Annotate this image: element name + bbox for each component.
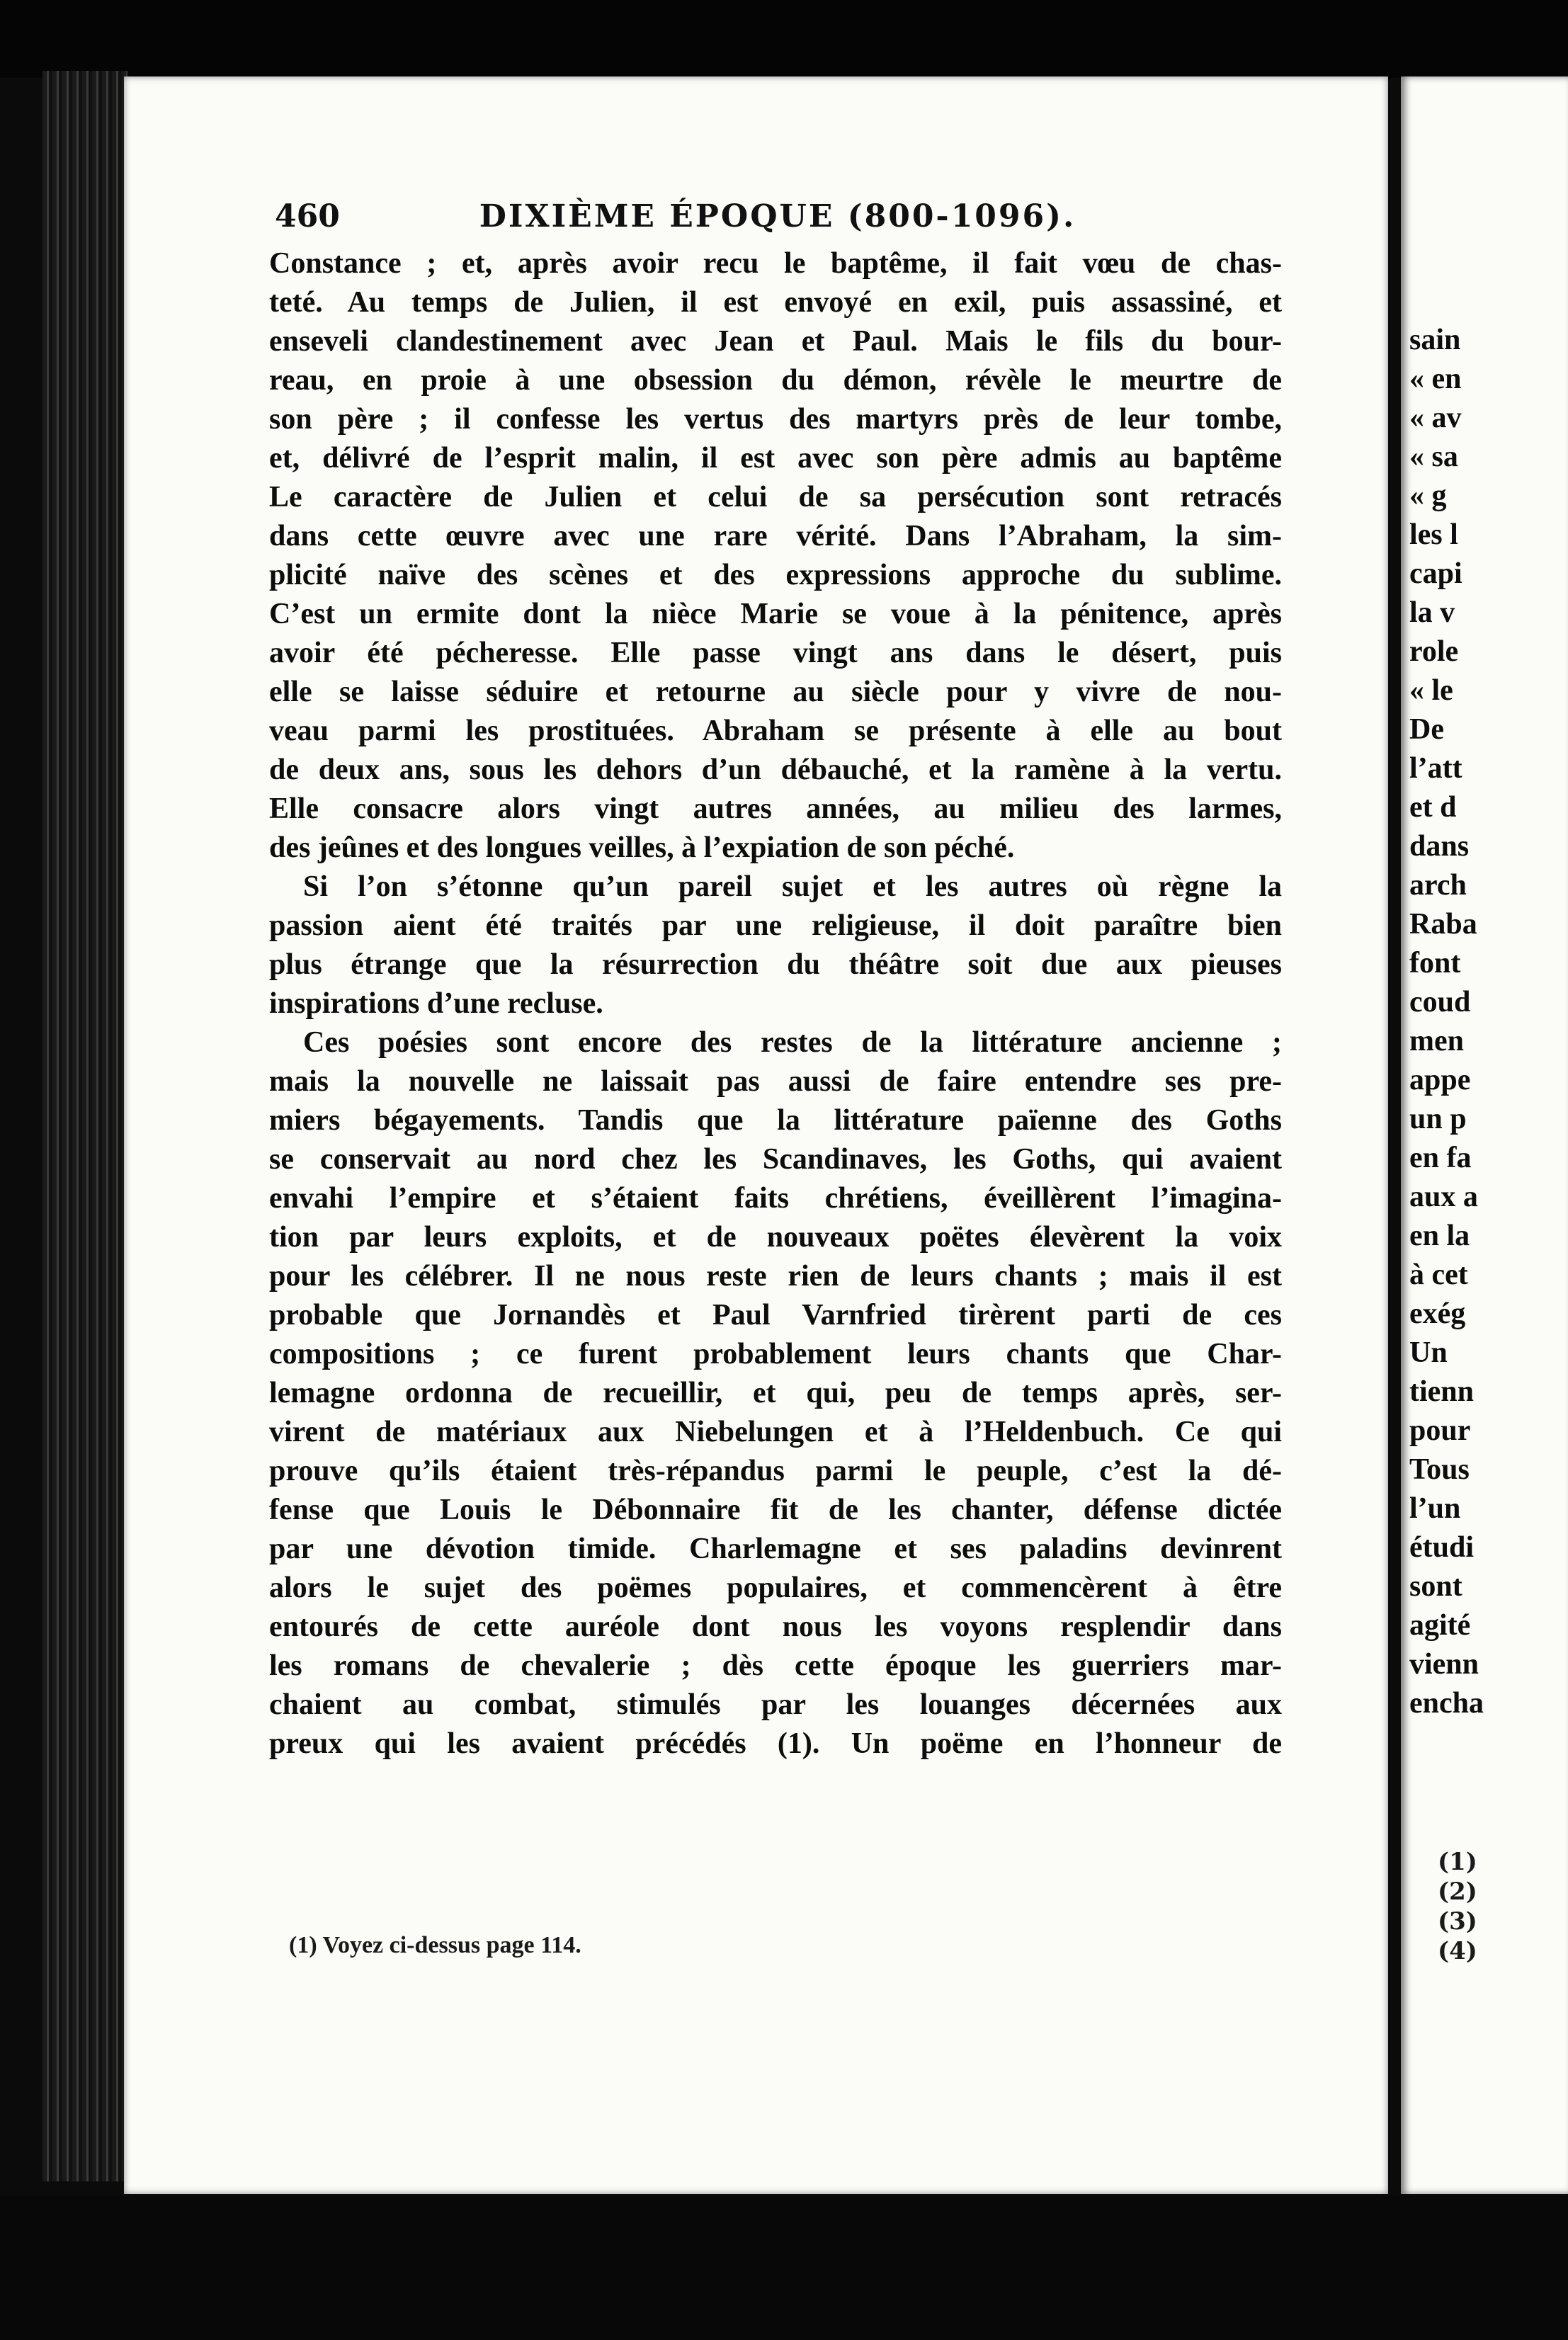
page-header (275, 198, 1280, 241)
text-line: dans cette œuvre avec une rare vérité. Dans l’Abraham, la sim- (269, 520, 1282, 552)
adjacent-line-fragment: vienn (1409, 1648, 1479, 1681)
text-line: tion par leurs exploits, et de nouveaux poëtes élevèrent la voix (269, 1221, 1282, 1254)
adjacent-line-fragment: « av (1409, 402, 1462, 434)
running-title: DIXIÈME ÉPOQUE (800-1096). (479, 198, 1076, 234)
text-line: C’est un ermite dont la nièce Marie se voue à la pénitence, après (269, 598, 1282, 630)
adjacent-line-fragment: tienn (1409, 1375, 1475, 1408)
scan-top-border (0, 0, 1568, 78)
text-line: Ces poésies sont encore des restes de la littérature ancienne ; (303, 1026, 1282, 1059)
adjacent-line-fragment: l’att (1409, 752, 1462, 785)
text-line: envahi l’empire et s’étaient faits chrétiens, éveillèrent l’imagina- (269, 1182, 1282, 1215)
adjacent-line-fragment: pour (1409, 1414, 1471, 1447)
text-line: les romans de chevalerie ; dès cette époque les guerriers mar- (269, 1649, 1282, 1682)
text-line: de deux ans, sous les dehors d’un débauché, et la ramène à la vertu. (269, 754, 1282, 786)
page-number: 460 (275, 198, 340, 234)
text-line: passion aient été traités par une religieuse, il doit paraître bien (269, 909, 1282, 942)
book-page-edges (42, 71, 127, 2181)
adjacent-line-fragment: les l (1409, 518, 1458, 551)
adjacent-line-fragment: la v (1409, 596, 1455, 629)
text-line: preux qui les avaient précédés (1). Un poëme en l’honneur de (269, 1727, 1282, 1760)
adjacent-line-fragment: l’un (1409, 1492, 1461, 1525)
text-line: entourés de cette auréole dont nous les voyons resplendir dans (269, 1611, 1282, 1643)
text-line: Le caractère de Julien et celui de sa persécution sont retracés (269, 481, 1282, 513)
adjacent-footnote-marker: (3) (1438, 1907, 1477, 1936)
text-line: se conservait au nord chez les Scandinaves, les Goths, qui avaient (269, 1143, 1282, 1176)
adjacent-line-fragment: Tous (1409, 1453, 1470, 1486)
adjacent-footnote-marker: (1) (1438, 1848, 1477, 1876)
adjacent-page (1401, 76, 1568, 2194)
adjacent-page-text (1401, 321, 1484, 1723)
text-line: Si l’on s’étonne qu’un pareil sujet et les autres où règne la (303, 870, 1282, 903)
adjacent-line-fragment: « en (1409, 363, 1462, 395)
adjacent-footnote-marker: (4) (1438, 1937, 1477, 1965)
adjacent-line-fragment: coud (1409, 986, 1471, 1018)
adjacent-footnote-marker: (2) (1438, 1878, 1477, 1906)
text-line: enseveli clandestinement avec Jean et Paul. Mais le fils du bour- (269, 325, 1282, 358)
text-line: reau, en proie à une obsession du démon, révèle le meurtre de (269, 364, 1282, 397)
text-line: chaient au combat, stimulés par les louanges décernées aux (269, 1688, 1282, 1721)
text-line: teté. Au temps de Julien, il est envoyé en exil, puis assassiné, et (269, 286, 1282, 319)
adjacent-line-fragment: en fa (1409, 1142, 1472, 1174)
scan-bottom-border (0, 2196, 1568, 2340)
adjacent-line-fragment: « sa (1409, 441, 1458, 473)
adjacent-line-fragment: encha (1409, 1687, 1484, 1720)
adjacent-line-fragment: font (1409, 947, 1461, 979)
text-line: mais la nouvelle ne laissait pas aussi de faire entendre ses pre- (269, 1065, 1282, 1098)
text-line: pour les célébrer. Il ne nous reste rien de leurs chants ; mais il est (269, 1260, 1282, 1293)
text-line: probable que Jornandès et Paul Varnfried tirèrent parti de ces (269, 1299, 1282, 1331)
text-line: plicité naïve des scènes et des expressions approche du sublime. (269, 559, 1282, 591)
text-line: fense que Louis le Débonnaire fit de les chanter, défense dictée (269, 1494, 1282, 1526)
text-line: par une dévotion timide. Charlemagne et ses paladins devinrent (269, 1533, 1282, 1565)
adjacent-line-fragment: appe (1409, 1064, 1471, 1096)
adjacent-line-fragment: sain (1409, 324, 1461, 356)
adjacent-line-fragment: role (1409, 635, 1459, 668)
adjacent-line-fragment: capi (1409, 557, 1462, 590)
text-line: virent de matériaux aux Niebelungen et à l’Heldenbuch. Ce qui (269, 1416, 1282, 1448)
body-text (269, 244, 1282, 1763)
text-line: alors le sujet des poëmes populaires, et commencèrent à être (269, 1572, 1282, 1604)
text-line: lemagne ordonna de recueillir, et qui, peu de temps après, ser- (269, 1377, 1282, 1409)
text-line: et, délivré de l’esprit malin, il est avec son père admis au baptême (269, 442, 1282, 475)
text-line: veau parmi les prostituées. Abraham se présente à elle au bout (269, 715, 1282, 747)
text-line: Constance ; et, après avoir recu le baptême, il fait vœu de chas- (269, 247, 1282, 280)
text-line: prouve qu’ils étaient très-répandus parmi le peuple, c’est la dé- (269, 1455, 1282, 1487)
adjacent-line-fragment: De (1409, 713, 1444, 746)
text-line: compositions ; ce furent probablement leurs chants que Char- (269, 1338, 1282, 1370)
adjacent-line-fragment: un p (1409, 1103, 1467, 1135)
footnote: (1) Voyez ci-dessus page 114. (289, 1932, 581, 1958)
text-line: inspirations d’une recluse. (269, 987, 603, 1020)
adjacent-line-fragment: sont (1409, 1570, 1462, 1603)
text-line: Elle consacre alors vingt autres années, au milieu des larmes, (269, 793, 1282, 825)
adjacent-line-fragment: Un (1409, 1336, 1448, 1369)
text-line: miers bégayements. Tandis que la littérature païenne des Goths (269, 1104, 1282, 1137)
adjacent-line-fragment: et d (1409, 791, 1457, 824)
text-line: plus étrange que la résurrection du théâtre soit due aux pieuses (269, 948, 1282, 981)
text-line: des jeûnes et des longues veilles, à l’expiation de son péché. (269, 831, 1015, 864)
adjacent-line-fragment: exég (1409, 1297, 1466, 1330)
adjacent-line-fragment: arch (1409, 869, 1467, 902)
adjacent-line-fragment: étudi (1409, 1531, 1475, 1564)
adjacent-page-footnotes (1401, 1847, 1477, 1966)
adjacent-line-fragment: « le (1409, 674, 1453, 707)
adjacent-line-fragment: en la (1409, 1220, 1470, 1252)
text-line: avoir été pécheresse. Elle passe vingt ans dans le désert, puis (269, 637, 1282, 669)
adjacent-line-fragment: « g (1409, 479, 1447, 512)
adjacent-line-fragment: à cet (1409, 1259, 1468, 1291)
adjacent-line-fragment: aux a (1409, 1181, 1478, 1213)
text-line: elle se laisse séduire et retourne au siècle pour y vivre de nou- (269, 676, 1282, 708)
adjacent-line-fragment: Raba (1409, 908, 1477, 941)
adjacent-line-fragment: dans (1409, 830, 1470, 863)
text-line: son père ; il confesse les vertus des martyrs près de leur tombe, (269, 403, 1282, 436)
adjacent-line-fragment: agité (1409, 1609, 1471, 1642)
adjacent-line-fragment: men (1409, 1025, 1464, 1057)
